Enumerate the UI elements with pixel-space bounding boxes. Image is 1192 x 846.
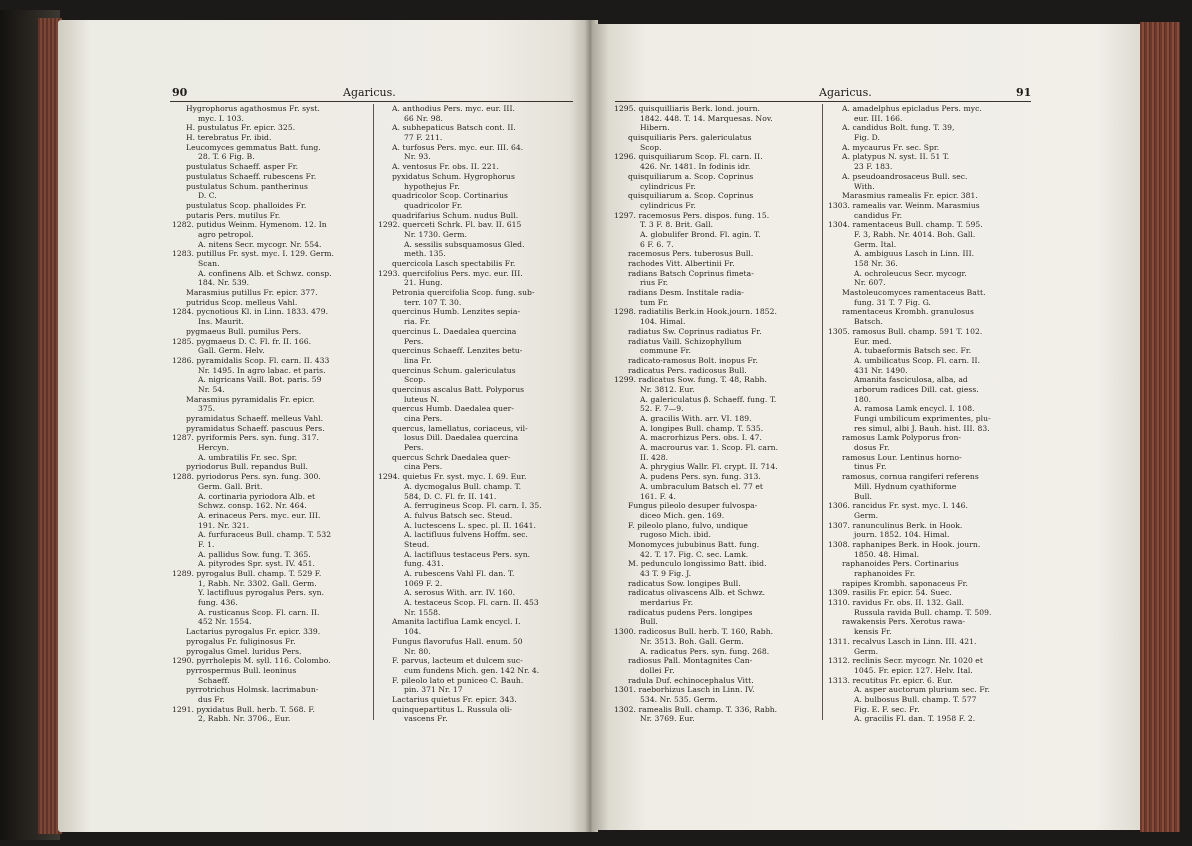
entry-line: A. macrourus var. 1. Scop. Fl. carn.: [640, 443, 779, 453]
entry-line: M. pedunculo longissimo Batt. ibid.: [628, 559, 767, 569]
entry-line: With.: [854, 181, 875, 191]
entry-line: radians Desm. Institale radia-: [628, 288, 744, 298]
entry-line: 21. Hung.: [404, 278, 443, 288]
entry-line: 191. Nr. 321.: [198, 520, 250, 530]
entry-line: radicatus olivascens Alb. et Schwz.: [628, 588, 766, 598]
entry-line: A. ferrugineus Scop. Fl. carn. I. 35.: [404, 501, 542, 511]
entry-line: F. 3, Rabh. Nr. 4014. Boh. Gall.: [854, 229, 976, 239]
entry-line: A. ventosus Fr. obs. II. 221.: [392, 162, 499, 172]
entry-line: Hercyn.: [198, 443, 229, 453]
entry-line: A. ramosa Lamk encycl. I. 108.: [854, 404, 975, 414]
entry-line: pustulatus Schum. pantherinus: [186, 181, 308, 191]
entry-line: Eur. med.: [854, 336, 892, 346]
entry-line: quercinus ascalus Batt. Polyporus: [392, 384, 525, 394]
entry-line: Marasmius ramealis Fr. epicr. 381.: [842, 191, 978, 201]
entry-line: 1045. Fr. epicr. 127. Helv. Ital.: [854, 665, 973, 675]
entry-line: 452 Nr. 1554.: [198, 617, 252, 627]
entry-line: quercicola Lasch spectabilis Fr.: [392, 259, 516, 268]
entry-line: pin. 371 Nr. 17: [404, 685, 463, 695]
entry-line: cina Pers.: [404, 462, 443, 472]
entry-line: 1302. ramealis Bull. champ. T. 336, Rabh.: [614, 704, 778, 714]
entry-line: Fungus flavorufus Hall. enum. 50: [392, 636, 523, 646]
entry-line: quercinus Schum. galericulatus: [392, 365, 516, 375]
entry-line: Germ. Gall. Brit.: [198, 481, 263, 491]
entry-line: pyrogalus Fr. fuliginosus Fr.: [186, 636, 296, 646]
entry-line: A. nitens Secr. mycogr. Nr. 554.: [198, 239, 322, 249]
entry-line: diceo Mich. gen. 169.: [640, 510, 725, 520]
entry-line: A. macrorhizus Pers. obs. I. 47.: [640, 433, 762, 443]
entry-line: 66 Nr. 98.: [404, 113, 443, 123]
entry-line: A. umbratilis Fr. sec. Spr.: [198, 452, 298, 462]
entry-line: Ins. Maurit.: [198, 317, 244, 327]
entry-line: raphanoides Fr.: [854, 569, 916, 578]
entry-line: A. tubaeformis Batsch sec. Fr.: [854, 346, 972, 356]
right-page-edges: [1140, 22, 1180, 832]
entry-line: merdarius Fr.: [640, 598, 694, 608]
entry-line: Scop.: [640, 142, 662, 152]
entry-line: 42. T. 17. Fig. C. sec. Lamk.: [640, 549, 749, 559]
entry-line: dosus Fr.: [854, 443, 890, 453]
entry-line: 1293. quercifolius Pers. myc. eur. III.: [378, 268, 523, 278]
entry-line: Amanita fasciculosa, alba, ad: [854, 375, 968, 385]
entry-line: 1297. racemosus Pers. dispos. fung. 15.: [614, 210, 770, 220]
entry-line: 43 T. 9 Fig. J.: [640, 569, 692, 578]
entry-line: F. pileolo plano, fulvo, undique: [628, 520, 748, 530]
entry-line: pygmaeus Bull. pumilus Pers.: [186, 326, 302, 336]
entry-line: cylindricus Fr.: [640, 181, 696, 191]
entry-line: A. galericulatus β. Schaeff. fung. T.: [640, 394, 777, 404]
entry-line: A. furfuraceus Bull. champ. T. 532: [198, 530, 332, 540]
entry-line: 1304. ramentaceus Bull. champ. T. 595.: [828, 220, 983, 230]
entry-line: cina Pers.: [404, 414, 443, 423]
left-column-2: [378, 104, 574, 724]
entry-line: Lactarius pyrogalus Fr. epicr. 339.: [186, 627, 321, 637]
entry-line: Mill. Hydnum cyathiforme: [854, 481, 957, 491]
entry-line: pyrrospermus Bull. leoninus: [186, 665, 297, 675]
entry-line: pustulatus Schaeff. rubescens Fr.: [186, 171, 317, 181]
entry-line: A. rubescens Vahl Fl. dan. T.: [404, 569, 515, 578]
entry-line: 161. F. 4.: [640, 491, 676, 501]
entry-line: T. 3 F. 8. Brit. Gall.: [640, 220, 714, 230]
entry-line: Petronia quercifolia Scop. fung. sub-: [392, 288, 535, 298]
entry-line: Russula ravida Bull. champ. T. 509.: [854, 607, 992, 617]
entry-line: fung. 431.: [404, 559, 444, 569]
entry-line: Nr. 80.: [404, 646, 431, 656]
entry-line: Nr. 1730. Germ.: [404, 229, 467, 239]
entry-line: A. nigricans Vaill. Bot. paris. 59: [198, 375, 322, 385]
entry-line: H. pustulatus Fr. epicr. 325.: [186, 123, 296, 133]
entry-line: Fungus pileolo desuper fulvospa-: [628, 501, 758, 511]
entry-line: Monomyces jububinus Batt. fung.: [628, 539, 760, 549]
right-header-rule: [615, 101, 1031, 102]
entry-line: cylindricus Fr.: [640, 200, 696, 210]
entry-line: Lactarius quietus Fr. epicr. 343.: [392, 694, 517, 704]
entry-line: Nr. 3513. Boh. Gall. Germ.: [640, 636, 744, 646]
entry-line: commune Fr.: [640, 346, 691, 356]
entry-line: rachodes Vitt. Albertinii Fr.: [628, 259, 735, 268]
entry-line: radiatus Vaill. Schizophyllum: [628, 336, 742, 346]
entry-line: Mastoleucomyces ramentaceus Batt.: [842, 288, 986, 298]
entry-line: A. rusticanus Scop. Fl. carn. II.: [198, 607, 320, 617]
entry-line: A. fulvus Batsch sec. Steud.: [404, 510, 513, 520]
entry-line: quinquepartitus L. Russula oli-: [392, 704, 513, 714]
entry-line: Steud.: [404, 539, 430, 549]
entry-line: pyrrotrichus Holmsk. lacrimabun-: [186, 685, 319, 695]
entry-line: 1300. radicosus Bull. herb. T. 160, Rabh.: [614, 627, 774, 637]
entry-line: pyxidatus Schum. Hygrophorus: [392, 171, 515, 181]
entry-line: A. umbilicatus Scop. Fl. carn. II.: [854, 355, 981, 365]
entry-line: 1282. putidus Weinm. Hymenom. 12. In: [172, 220, 327, 230]
entry-line: radula Duf. echinocephalus Vitt.: [628, 675, 754, 685]
entry-line: tum Fr.: [640, 297, 669, 307]
entry-line: raphanoides Pers. Cortinarius: [842, 559, 959, 569]
entry-line: tinus Fr.: [854, 462, 887, 472]
entry-line: 534. Nr. 535. Germ.: [640, 694, 718, 704]
entry-line: A. mycaurus Fr. sec. Spr.: [842, 142, 940, 152]
entry-line: F. parvus, lacteum et dulcem suc-: [392, 656, 523, 666]
entry-line: Hygrophorus agathosmus Fr. syst.: [186, 104, 320, 113]
entry-line: racemosus Pers. tuberosus Bull.: [628, 249, 754, 259]
entry-line: putaris Pers. mutilus Fr.: [186, 210, 281, 220]
entry-line: 375.: [198, 404, 216, 414]
entry-line: 180.: [854, 394, 872, 404]
entry-line: pyriodorus Bull. repandus Bull.: [186, 462, 308, 472]
entry-line: A. pityrodes Spr. syst. IV. 451.: [198, 559, 315, 569]
entry-line: ramosus Lour. Lentinus horno-: [842, 452, 962, 462]
entry-line: quisquiliarum a. Scop. Coprinus: [628, 191, 754, 201]
entry-line: rugoso Mich. ibid.: [640, 530, 711, 540]
entry-line: A. ochroleucus Secr. mycogr.: [854, 268, 967, 278]
right-page-number: 91: [1016, 86, 1032, 99]
entry-line: res simul, albi J. Bauh. hist. III. 83.: [854, 423, 990, 433]
entry-line: 1292. querceti Schrk. Fl. bav. II. 615: [378, 220, 522, 230]
entry-line: Scop.: [404, 375, 426, 385]
entry-line: Nr. 1558.: [404, 607, 441, 617]
entry-line: Y. lactifluus pyrogalus Pers. syn.: [198, 588, 325, 598]
entry-line: Marasmius putillus Fr. epicr. 377.: [186, 288, 318, 298]
entry-line: 1298. radiatilis Berk.in Hook.journ. 1852.: [614, 307, 778, 317]
entry-line: 1306. rancidus Fr. syst. myc. I. 146.: [828, 501, 968, 511]
entry-line: 584, D. C. Fl. fr. II. 141.: [404, 491, 497, 501]
left-column-divider: [373, 104, 374, 720]
entry-line: A. bulbosus Bull. champ. T. 577: [854, 694, 977, 704]
right-column-1: [614, 104, 818, 724]
entry-line: 1287. pyriformis Pers. syn. fung. 317.: [172, 433, 319, 443]
entry-line: A. dycmogalus Bull. champ. T.: [404, 481, 522, 491]
entry-line: 2, Rabh. Nr. 3706., Eur.: [198, 714, 291, 724]
entry-line: lina Fr.: [404, 355, 432, 365]
entry-line: Fig. D.: [854, 133, 880, 143]
entry-line: 52. F. 7—9.: [640, 404, 684, 414]
entry-line: 28. T. 6 Fig. B.: [198, 152, 255, 162]
entry-line: A. ambiguus Lasch in Linn. III.: [854, 249, 975, 259]
entry-line: A. gracilis Fl. dan. T. 1958 F. 2.: [854, 714, 976, 724]
entry-line: quisquiliaris Pers. galericulatus: [628, 133, 752, 143]
entry-line: ramentaceus Krombh. granulosus: [842, 307, 974, 317]
entry-line: cum fundens Mich. gen. 142 Nr. 4.: [404, 665, 540, 675]
entry-line: A. globulifer Brond. Fl. agin. T.: [640, 229, 761, 239]
entry-line: A. turfosus Pers. myc. eur. III. 64.: [392, 142, 524, 152]
entry-line: Fungi umbilicum exprimentes, plu-: [854, 414, 991, 423]
entry-line: quisquiliarum a. Scop. Coprinus: [628, 171, 754, 181]
entry-line: Hibern.: [640, 123, 670, 133]
entry-line: 104. Himal.: [640, 317, 686, 327]
entry-line: A. anthodius Pers. myc. eur. III.: [392, 104, 515, 113]
entry-line: 23 F. 183.: [854, 162, 893, 172]
entry-line: terr. 107 T. 30.: [404, 297, 462, 307]
entry-line: Pers.: [404, 443, 424, 453]
entry-line: 1307. ranunculinus Berk. in Hook.: [828, 520, 963, 530]
entry-line: 426. Nr. 1481. In fodinis idr.: [640, 162, 751, 172]
entry-line: D. C.: [198, 191, 217, 201]
entry-line: A. pallidus Sow. fung. T. 365.: [198, 549, 311, 559]
right-column-2: [828, 104, 1032, 724]
entry-line: 1309. rasilis Fr. epicr. 54. Suec.: [828, 588, 952, 598]
entry-line: A. subhepaticus Batsch cont. II.: [392, 123, 516, 133]
entry-line: arborum radices Dill. cat. giess.: [854, 384, 979, 394]
entry-line: Nr. 3812. Eur.: [640, 384, 695, 394]
entry-line: dollei Fr.: [640, 665, 675, 675]
entry-line: 1290. pyrrholepis M. syll. 116. Colombo.: [172, 656, 331, 666]
entry-line: dus Fr.: [198, 694, 225, 704]
entry-line: ramosus Lamk Polyporus fron-: [842, 433, 962, 443]
entry-line: pyramidatus Schaeff. pascuus Pers.: [186, 423, 325, 433]
entry-line: pustulatus Schaeff. asper Fr.: [186, 162, 299, 172]
left-column-1: [172, 104, 368, 724]
entry-line: losus Dill. Daedalea quercina: [404, 433, 519, 443]
entry-line: pustulatus Scop. phalloides Fr.: [186, 200, 307, 210]
entry-line: 1312. reclinis Secr. mycogr. Nr. 1020 et: [828, 656, 983, 666]
entry-line: 184. Nr. 539.: [198, 278, 250, 288]
entry-line: Nr. 93.: [404, 152, 431, 162]
entry-line: Nr. 607.: [854, 278, 886, 288]
entry-line: 1283. putillus Fr. syst. myc. I. 129. Germ.: [172, 249, 334, 259]
left-running-head: Agaricus.: [343, 86, 396, 99]
entry-line: F. 1.: [198, 539, 215, 549]
entry-line: A. candidus Bolt. fung. T. 39,: [842, 123, 955, 133]
entry-line: A. lactifluus fulvens Hoffm. sec.: [404, 530, 528, 540]
entry-line: radiatus Sw. Coprinus radiatus Fr.: [628, 326, 762, 336]
entry-line: pyrogalus Gmel. luridus Pers.: [186, 646, 302, 656]
entry-line: A. confinens Alb. et Schwz. consp.: [198, 268, 332, 278]
entry-line: 1286. pyramidalis Scop. Fl. carn. II. 433: [172, 355, 330, 365]
entry-line: 1305. ramosus Bull. champ. 591 T. 102.: [828, 326, 983, 336]
entry-line: 77 F. 211.: [404, 133, 443, 143]
entry-line: A. platypus N. syst. II. 51 T.: [842, 152, 950, 162]
entry-line: Germ.: [854, 510, 879, 520]
entry-line: myc. I. 103.: [198, 113, 244, 123]
entry-line: A. amadelphus epicladus Pers. myc.: [842, 104, 982, 113]
entry-line: kensis Fr.: [854, 627, 892, 637]
entry-line: 1288. pyriodorus Pers. syn. fung. 300.: [172, 472, 321, 482]
entry-line: A. lactifluus testaceus Pers. syn.: [404, 549, 531, 559]
entry-line: quadricolor Fr.: [404, 200, 463, 210]
entry-line: 431 Nr. 1490.: [854, 365, 908, 375]
entry-line: radians Batsch Coprinus fimeta-: [628, 268, 754, 278]
entry-line: 1299. radicatus Sow. fung. T. 48, Rabh.: [614, 375, 767, 385]
entry-line: A. radicatus Pers. syn. fung. 268.: [640, 646, 770, 656]
entry-line: vascens Fr.: [404, 714, 448, 724]
entry-line: radicatus Pers. radicosus Bull.: [628, 365, 747, 375]
right-running-head: Agaricus.: [819, 86, 872, 99]
entry-line: rius Fr.: [640, 278, 669, 288]
entry-line: radicato-ramosus Bolt. inopus Fr.: [628, 355, 758, 365]
entry-line: Germ. Ital.: [854, 239, 897, 249]
entry-line: quercinus L. Daedalea quercina: [392, 326, 517, 336]
entry-line: 1842. 448. T. 14. Marquesas. Nov.: [640, 113, 773, 123]
entry-line: F. pileolo lato et puniceo C. Bauh.: [392, 675, 524, 685]
entry-line: Nr. 1495. In agro labac. et paris.: [198, 365, 326, 375]
entry-line: II. 428.: [640, 452, 669, 462]
entry-line: A. pudens Pers. syn. fung. 313.: [640, 472, 761, 482]
entry-line: 1311. recalvus Lasch in Linn. III. 421.: [828, 636, 977, 646]
entry-line: journ. 1852. 104. Himal.: [854, 530, 950, 540]
entry-line: 1285. pygmaeus D. C. Fl. fr. II. 166.: [172, 336, 312, 346]
entry-line: Bull.: [854, 491, 872, 501]
entry-line: 1303. ramealis var. Weinm. Marasmius: [828, 200, 980, 210]
entry-line: quercus Schrk Daedalea quer-: [392, 452, 511, 462]
left-page-number: 90: [172, 86, 188, 99]
entry-line: radiosus Pall. Montagnites Can-: [628, 656, 753, 666]
entry-line: quercinus Schaeff. Lenzites betu-: [392, 346, 523, 356]
entry-line: 1310. ravidus Fr. obs. II. 132. Gall.: [828, 598, 965, 608]
entry-line: candidus Fr.: [854, 210, 903, 220]
entry-line: A. serosus With. arr. IV. 160.: [404, 588, 516, 598]
entry-line: 1308. raphanipes Berk. in Hook. journ.: [828, 539, 981, 549]
entry-line: 1294. quietus Fr. syst. myc. I. 69. Eur.: [378, 472, 527, 482]
entry-line: pyramidatus Schaeff. melleus Vahl.: [186, 414, 324, 423]
entry-line: rapipes Krombh. saponaceus Fr.: [842, 578, 968, 588]
entry-line: meth. 135.: [404, 249, 446, 259]
entry-line: quercus Humb. Daedalea quer-: [392, 404, 514, 414]
entry-line: A. erinaceus Pers. myc. eur. III.: [198, 510, 321, 520]
entry-line: 104.: [404, 627, 422, 637]
entry-line: putridus Scop. melleus Vahl.: [186, 297, 298, 307]
entry-line: quadrifarius Schum. nudus Bull.: [392, 210, 519, 220]
entry-line: A. luctescens L. spec. pl. II. 1641.: [404, 520, 536, 530]
entry-line: 1, Rabh. Nr. 3302. Gall. Germ.: [198, 578, 317, 588]
entry-line: 1289. pyrogalus Bull. champ. T. 529 F.: [172, 569, 322, 578]
entry-line: quadricolor Scop. Cortinarius: [392, 191, 508, 201]
left-header-rule: [170, 101, 573, 102]
entry-line: radicatus Sow. longipes Bull.: [628, 578, 741, 588]
entry-line: ramosus, cornua rangiferi referens: [842, 472, 979, 482]
entry-line: agro petropol.: [198, 229, 254, 239]
entry-line: quercus, lamellatus, coriaceus, vil-: [392, 423, 528, 433]
entry-line: A. umbraculum Batsch el. 77 et: [640, 481, 763, 491]
entry-line: 6 F. 6. 7.: [640, 239, 674, 249]
entry-line: luteus N.: [404, 394, 440, 404]
entry-line: H. terebratus Fr. ibid.: [186, 133, 272, 143]
entry-line: Pers.: [404, 336, 424, 346]
entry-line: fung. 436.: [198, 598, 238, 608]
entry-line: eur. III. 166.: [854, 113, 903, 123]
entry-line: A. sessilis subsquamosus Gled.: [404, 239, 525, 249]
right-column-divider: [822, 104, 823, 720]
entry-line: 1296. quisquiliarum Scop. Fl. carn. II.: [614, 152, 763, 162]
entry-line: Schwz. consp. 162. Nr. 464.: [198, 501, 307, 511]
entry-line: fung. 31 T. 7 Fig. G.: [854, 297, 932, 307]
entry-line: A. phrygius Wallr. Fl. crypt. II. 714.: [640, 462, 778, 472]
entry-line: A. testaceus Scop. Fl. carn. II. 453: [404, 598, 539, 608]
entry-line: radicatus pudens Pers. longipes: [628, 607, 753, 617]
entry-line: 1069 F. 2.: [404, 578, 443, 588]
entry-line: Scan.: [198, 259, 220, 268]
entry-line: 158 Nr. 36.: [854, 259, 898, 268]
entry-line: Bull.: [640, 617, 658, 627]
entry-line: A. asper auctorum plurium sec. Fr.: [854, 685, 990, 695]
entry-line: Marasmius pyramidalis Fr. epicr.: [186, 394, 315, 404]
entry-line: A. pseudoandrosaceus Bull. sec.: [842, 171, 968, 181]
entry-line: 1284. pycnotious Kl. in Linn. 1833. 479.: [172, 307, 329, 317]
entry-line: A. longipes Bull. champ. T. 535.: [640, 423, 764, 433]
entry-line: Germ.: [854, 646, 879, 656]
entry-line: A. gracilis With. arr. VI. 189.: [640, 414, 752, 423]
entry-line: Nr. 3769. Eur.: [640, 714, 695, 724]
entry-line: Schaeff.: [198, 675, 230, 685]
entry-line: 1291. pyxidatus Bull. herb. T. 568. F.: [172, 704, 316, 714]
entry-line: hypothejus Fr.: [404, 181, 460, 191]
entry-line: 1850. 48. Himal.: [854, 549, 920, 559]
entry-line: Amanita lactiflua Lamk encycl. I.: [392, 617, 521, 627]
entry-line: 1295. quisquilliaris Berk. lond. journ.: [614, 104, 761, 113]
entry-line: Leucomyces gemmatus Batt. fung.: [186, 142, 321, 152]
entry-line: quercinus Humb. Lenzites sepia-: [392, 307, 521, 317]
entry-line: 1313. recutitus Fr. epicr. 6. Eur.: [828, 675, 953, 685]
entry-line: Gall. Germ. Helv.: [198, 346, 265, 356]
entry-line: Nr. 54.: [198, 384, 225, 394]
entry-line: Fig. E. F. sec. Fr.: [854, 704, 920, 714]
entry-line: rawakensis Pers. Xerotus rawa-: [842, 617, 966, 627]
entry-line: A. cortinaria pyriodora Alb. et: [198, 491, 316, 501]
entry-line: Batsch.: [854, 317, 883, 327]
entry-line: ria. Fr.: [404, 317, 431, 327]
entry-line: 1301. raeborhizus Lasch in Linn. IV.: [614, 685, 755, 695]
